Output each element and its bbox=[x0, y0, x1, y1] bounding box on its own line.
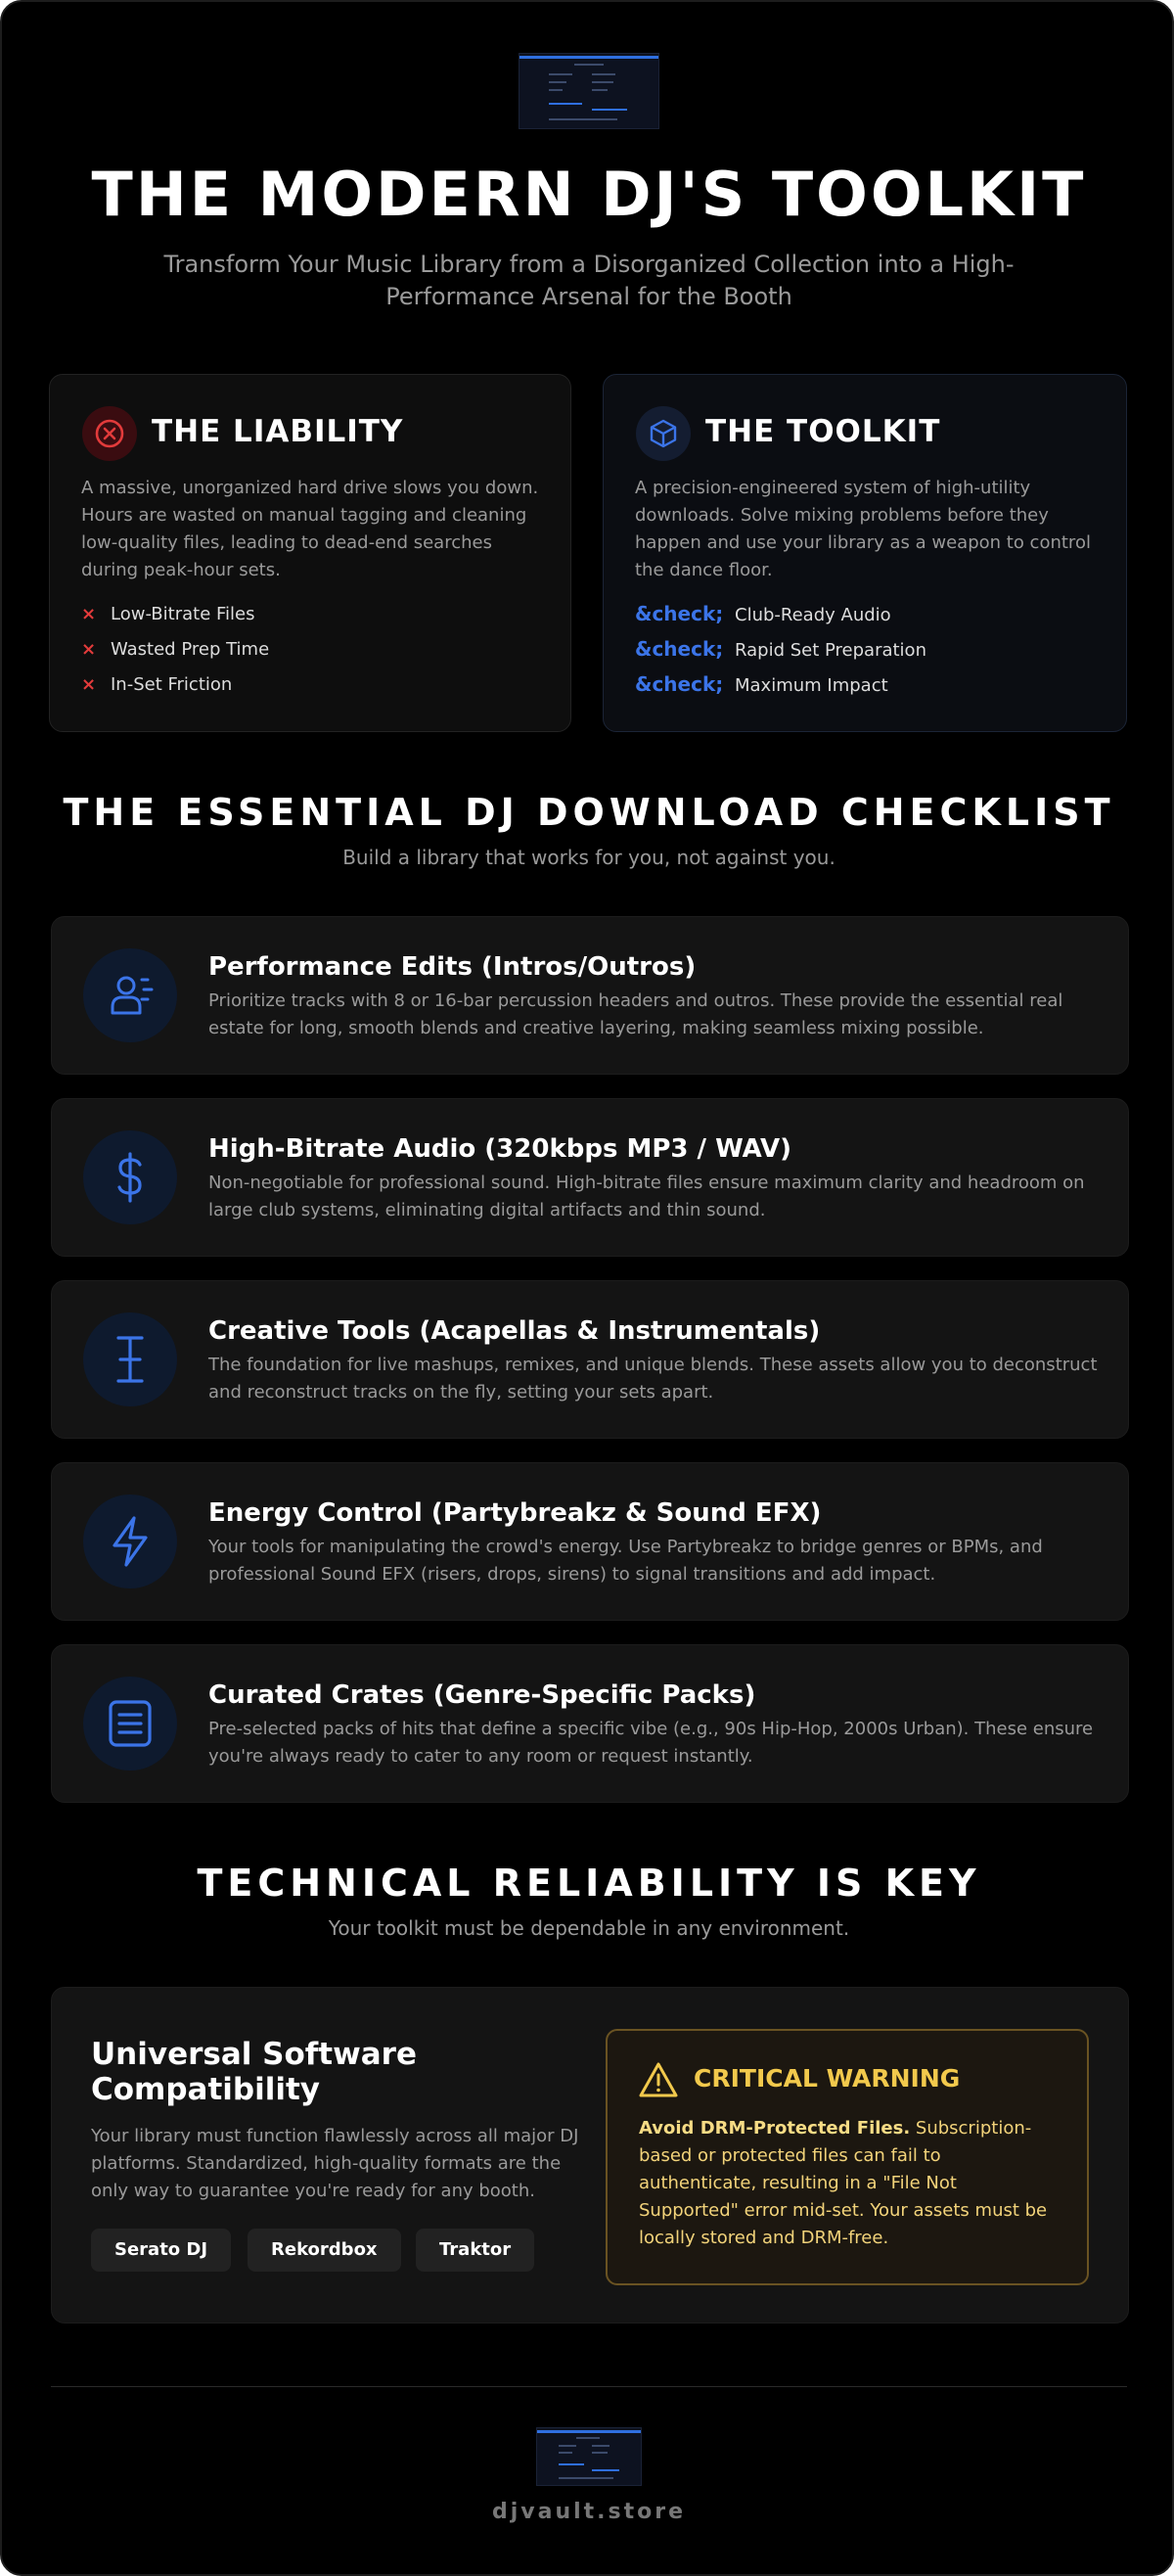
x-circle-icon bbox=[82, 406, 137, 461]
liability-item: × Wasted Prep Time bbox=[81, 639, 270, 660]
check-mark-icon: &check; bbox=[635, 672, 724, 696]
toolkit-card bbox=[603, 374, 1127, 732]
dollar-icon bbox=[83, 1130, 177, 1224]
checklist-item-title: Performance Edits (Intros/Outros) bbox=[208, 952, 697, 982]
footer-brand: djvault.store bbox=[491, 2500, 687, 2524]
liability-item: × Low-Bitrate Files bbox=[81, 604, 255, 624]
platform-pill: Traktor bbox=[416, 2229, 534, 2272]
checklist-item bbox=[51, 1280, 1129, 1439]
checklist-item-description: Prioritize tracks with 8 or 16-bar percussion headers and outros. These provide the essential real estate for long, smooth blends and creative layering, making seamless mixing possible. bbox=[208, 990, 1063, 1038]
checklist-item bbox=[51, 916, 1129, 1075]
toolkit-item: &check; Maximum Impact bbox=[635, 672, 888, 696]
hero-thumbnail-image bbox=[519, 53, 659, 129]
toolkit-item: &check; Club-Ready Audio bbox=[635, 602, 891, 625]
critical-warning-box bbox=[606, 2029, 1089, 2285]
toolkit-item: &check; Rapid Set Preparation bbox=[635, 637, 926, 661]
user-intro-icon bbox=[83, 948, 177, 1042]
platform-pill: Serato DJ bbox=[91, 2229, 231, 2272]
check-mark-icon: &check; bbox=[635, 637, 724, 661]
warning-title: CRITICAL WARNING bbox=[694, 2064, 961, 2093]
checklist-item-title: Curated Crates (Genre-Specific Packs) bbox=[208, 1680, 756, 1710]
checklist-item bbox=[51, 1462, 1129, 1621]
footer-divider bbox=[51, 2386, 1127, 2387]
checklist-item-description: The foundation for live mashups, remixes, and unique blends. These assets allow you to deconstruct and reconstruct tracks on the fly, setting your sets apart. bbox=[208, 1355, 1098, 1403]
x-mark-icon: × bbox=[81, 604, 97, 624]
footer-thumbnail-image bbox=[536, 2427, 642, 2486]
check-mark-icon: &check; bbox=[635, 602, 724, 625]
checklist-item-title: Creative Tools (Acapellas & Instrumentals) bbox=[208, 1316, 821, 1346]
warning-body: Subscription-based or protected files can fail to authenticate, resulting in a "File Not Supported" error mid-set. Your assets must be locally stored and DRM-free. bbox=[639, 2118, 1048, 2248]
x-mark-icon: × bbox=[81, 639, 97, 660]
text-cursor-icon bbox=[83, 1312, 177, 1406]
lightning-icon bbox=[83, 1495, 177, 1588]
warning-text bbox=[639, 2115, 1060, 2252]
technical-subtitle: Your toolkit must be dependable in any environment. bbox=[328, 1916, 850, 1940]
checklist-subtitle: Build a library that works for you, not against you. bbox=[342, 846, 835, 869]
checklist-item bbox=[51, 1644, 1129, 1803]
checklist-item-title: Energy Control (Partybreakz & Sound EFX) bbox=[208, 1498, 822, 1528]
checklist-item-description: Non-negotiable for professional sound. High-bitrate files ensure maximum clarity and headroom on large club systems, eliminating digital artifacts and thin sound. bbox=[208, 1173, 1085, 1220]
liability-item: × In-Set Friction bbox=[81, 674, 233, 695]
x-mark-icon: × bbox=[81, 674, 97, 695]
checklist-title: THE ESSENTIAL DJ DOWNLOAD CHECKLIST bbox=[63, 791, 1115, 834]
checklist-item-title: High-Bitrate Audio (320kbps MP3 / WAV) bbox=[208, 1134, 791, 1164]
cube-icon bbox=[636, 406, 691, 461]
checklist-item bbox=[51, 1098, 1129, 1257]
checklist-item-description: Your tools for manipulating the crowd's energy. Use Partybreakz to bridge genres or BPMs, and professional Sound EFX (risers, drops, sirens) to signal transitions and add impact. bbox=[208, 1537, 1043, 1585]
list-icon bbox=[83, 1677, 177, 1771]
compatibility-title: Universal Software Compatibility bbox=[91, 2037, 417, 2107]
liability-title: THE LIABILITY bbox=[152, 414, 404, 449]
liability-card bbox=[49, 374, 571, 732]
liability-description: A massive, unorganized hard drive slows you down. Hours are wasted on manual tagging and cleaning low-quality files, leading to dead-end searches during peak-hour sets. bbox=[81, 478, 539, 580]
warning-lead: Avoid DRM-Protected Files. bbox=[639, 2118, 911, 2139]
platform-pill: Rekordbox bbox=[248, 2229, 401, 2272]
page-title: THE MODERN DJ'S TOOLKIT bbox=[91, 159, 1087, 230]
warning-triangle-icon bbox=[637, 2060, 680, 2099]
checklist-item-description: Pre-selected packs of hits that define a specific vibe (e.g., 90s Hip-Hop, 2000s Urban). These ensure you're always ready to cater to any room or request instantly. bbox=[208, 1719, 1094, 1767]
compatibility-card bbox=[51, 1987, 1129, 2323]
compatibility-description: Your library must function flawlessly across all major DJ platforms. Standardized, high-quality formats are the only way to guarantee you're ready for any booth. bbox=[91, 2126, 579, 2201]
page-subtitle: Transform Your Music Library from a Disorganized Collection into a High-Performance Arsenal for the Booth bbox=[163, 251, 1015, 310]
toolkit-title: THE TOOLKIT bbox=[705, 414, 941, 449]
technical-title: TECHNICAL RELIABILITY IS KEY bbox=[197, 1862, 981, 1905]
toolkit-description: A precision-engineered system of high-utility downloads. Solve mixing problems before they happen and use your library as a weapon to control the dance floor. bbox=[635, 478, 1091, 580]
